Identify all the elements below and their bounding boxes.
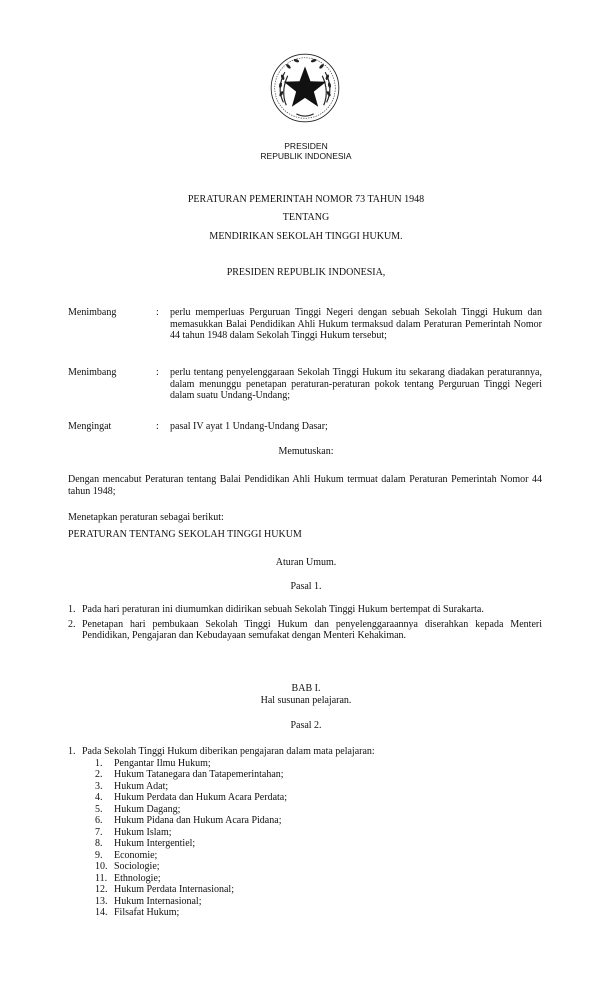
consideration-label: Menimbang <box>68 307 117 318</box>
subject-item <box>95 850 542 862</box>
subject-number: 1. <box>95 757 103 769</box>
subject-text: Hukum Perdata Internasional; <box>114 884 234 895</box>
consideration-2 <box>68 367 542 402</box>
subject-text: Sociologie; <box>114 861 160 872</box>
subject-text: Hukum Internasional; <box>114 895 202 907</box>
subject-item <box>95 758 542 770</box>
consideration-colon: : <box>156 307 159 318</box>
article-1-list <box>68 604 542 645</box>
consideration-text: perlu memperluas Perguruan Tinggi Negeri dengan sebuah Sekolah Tinggi Hukum dan memasukkan Balai Pendidikan Ahli Hukum termaksud dalam Peraturan Pemerintah Nomor 44 tahun 1948 dalam Sekolah Tinggi Hukum tersebut; <box>170 307 542 341</box>
emblem-graphic <box>269 52 341 124</box>
subject-item <box>95 884 542 896</box>
consideration-legal-basis <box>68 421 542 433</box>
subject-item <box>95 804 542 816</box>
subject-number: 8. <box>95 838 103 849</box>
subject-item <box>95 838 542 850</box>
subject-text: Hukum Perdata dan Hukum Acara Perdata; <box>114 792 288 803</box>
garuda-star-wreath-emblem-icon <box>269 52 341 124</box>
subject-number: 12. <box>95 884 108 895</box>
article-1-heading: Pasal 1. <box>290 581 322 592</box>
consideration-label: Menimbang <box>68 367 117 378</box>
list-item <box>68 746 542 919</box>
subject-item <box>95 781 542 793</box>
consideration-text: pasal IV ayat 1 Undang-Undang Dasar; <box>170 421 328 432</box>
list-item <box>68 619 542 642</box>
subject-text: Economie; <box>114 849 158 861</box>
consideration-label: Mengingat <box>68 421 112 432</box>
consideration-text: perlu tentang penyelenggaraan Sekolah Tinggi Hukum itu sekarang diadakan peraturannya, dalam menunggu penetapan peraturan-peraturan pokok tentang Perguruan Tinggi Negeri dalam suatu Undang-Undang; <box>170 367 542 401</box>
subject-item <box>95 907 542 919</box>
list-item-number: 1. <box>68 746 76 757</box>
subject-text: Pengantar Ilmu Hukum; <box>114 757 211 769</box>
subject-item <box>95 769 542 781</box>
subject-number: 11. <box>95 872 108 884</box>
subject-text: Ethnologie; <box>114 872 161 884</box>
subject-number: 5. <box>95 803 103 815</box>
subject-number: 3. <box>95 780 103 792</box>
consideration-colon: : <box>156 367 159 378</box>
list-item-number: 1. <box>68 604 76 615</box>
list-item-text: Pada hari peraturan ini diumumkan didirikan sebuah Sekolah Tinggi Hukum bertempat di Surakarta. <box>82 604 484 615</box>
subject-text: Hukum Dagang; <box>114 803 181 815</box>
subject-text: Hukum Islam; <box>114 826 172 838</box>
subject-text: Hukum Intergentiel; <box>114 838 196 849</box>
list-item <box>68 604 542 616</box>
subject-item <box>95 873 542 885</box>
list-item-text: Pada Sekolah Tinggi Hukum diberikan pengajaran dalam mata pelajaran: <box>82 746 375 757</box>
subject-item <box>95 827 542 839</box>
subject-number: 13. <box>95 895 108 907</box>
chapter-1-subheading: Hal susunan pelajaran. <box>260 695 352 706</box>
document-title: PERATURAN PEMERINTAH NOMOR 73 TAHUN 1948 <box>187 194 425 205</box>
subject-text: Filsafat Hukum; <box>114 907 180 918</box>
subject-text: Hukum Pidana dan Hukum Acara Pidana; <box>114 815 282 826</box>
subject-number: 2. <box>95 769 103 780</box>
regulation-title: PERATURAN TENTANG SEKOLAH TINGGI HUKUM <box>68 529 302 540</box>
general-rules-heading: Aturan Umum. <box>275 557 337 568</box>
subject-number: 4. <box>95 792 103 803</box>
decision-heading: Memutuskan: <box>278 446 334 457</box>
chapter-1-heading: BAB I. <box>291 683 321 694</box>
subject-item <box>95 861 542 873</box>
subject-number: 9. <box>95 849 103 861</box>
consideration-colon: : <box>156 421 159 432</box>
subject-number: 7. <box>95 826 103 838</box>
subjects-list <box>95 758 542 919</box>
title-subject: MENDIRIKAN SEKOLAH TINGGI HUKUM. <box>209 231 403 242</box>
article-2-heading: Pasal 2. <box>290 720 322 731</box>
title-about: TENTANG <box>282 212 330 223</box>
list-item-number: 2. <box>68 618 76 630</box>
subject-number: 14. <box>95 907 108 918</box>
subject-item <box>95 815 542 827</box>
subject-item <box>95 896 542 908</box>
subject-text: Hukum Adat; <box>114 780 169 792</box>
letterhead-republic: REPUBLIK INDONESIA <box>260 151 352 161</box>
subject-number: 10. <box>95 861 108 872</box>
article-2-list <box>68 746 542 922</box>
issuer-heading: PRESIDEN REPUBLIK INDONESIA, <box>226 267 386 278</box>
subject-number: 6. <box>95 815 103 826</box>
letterhead-president: PRESIDEN <box>284 141 328 151</box>
subject-text: Hukum Tatanegara dan Tatapemerintahan; <box>114 769 284 780</box>
revocation-paragraph: Dengan mencabut Peraturan tentang Balai Pendidikan Ahli Hukum termuat dalam Peraturan Pemerintah Nomor 44 tahun 1948; <box>68 474 542 497</box>
list-item-text: Penetapan hari pembukaan Sekolah Tinggi Hukum dan penyelenggaraannya diserahkan kepada Menteri Pendidikan, Pengajaran dan Kebudayaan semufakat dengan Menteri Kehakiman. <box>82 618 542 641</box>
subject-item <box>95 792 542 804</box>
consideration-1 <box>68 307 542 342</box>
enactment-line: Menetapkan peraturan sebagai berikut: <box>68 512 224 523</box>
